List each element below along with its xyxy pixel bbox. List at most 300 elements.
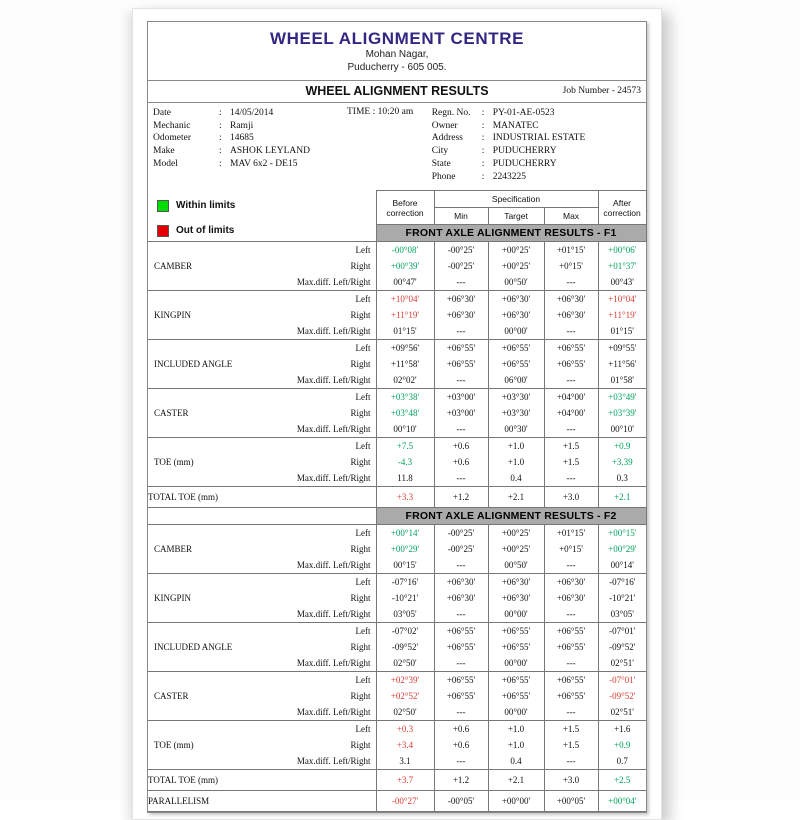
value-cell: 00°30' (488, 421, 544, 438)
value-cell: +10°04' (376, 291, 434, 308)
table-row (148, 274, 646, 291)
row-label (148, 408, 376, 418)
value-cell: --- (544, 704, 598, 721)
value-cell: -09°52' (598, 688, 646, 704)
value-cell: +2.5 (598, 770, 646, 791)
value-cell: 00°47' (376, 274, 434, 291)
row-label (148, 560, 376, 570)
row-label-cell (148, 307, 376, 323)
banner-spacer (148, 508, 376, 525)
sub-row-label: Max.diff. Left/Right (296, 277, 371, 288)
row-label (148, 593, 376, 603)
value-cell: 00°00' (488, 655, 544, 672)
value-cell: 01°58' (598, 372, 646, 389)
info-row (432, 107, 642, 120)
table-row (148, 323, 646, 340)
sub-row-label: Right (350, 740, 371, 751)
row-label-cell (148, 372, 376, 389)
column-header-after: After correction (598, 191, 646, 225)
row-label-cell (148, 753, 376, 770)
report-page (132, 8, 662, 820)
total-row-label: TOTAL TOE (mm) (148, 770, 376, 791)
value-cell: +03°38' (376, 389, 434, 406)
value-cell: 03°05' (376, 606, 434, 623)
info-colon: : (481, 120, 485, 131)
value-cell: 00°10' (376, 421, 434, 438)
row-label-cell (148, 672, 376, 689)
row-label-cell (148, 590, 376, 606)
value-cell: +1.0 (488, 721, 544, 738)
total-row (148, 770, 646, 791)
sub-row-label: Max.diff. Left/Right (296, 560, 371, 571)
value-cell: 11.8 (376, 470, 434, 487)
value-cell: -07°01' (598, 672, 646, 689)
value-cell: 01°15' (376, 323, 434, 340)
sub-row-label: Left (355, 245, 371, 256)
table-row (148, 688, 646, 704)
value-cell: 02°51' (598, 704, 646, 721)
row-label (148, 473, 376, 483)
value-cell: +0.6 (434, 454, 488, 470)
sub-row-label: Max.diff. Left/Right (296, 326, 371, 337)
value-cell: +06°30' (434, 307, 488, 323)
row-label-cell (148, 323, 376, 340)
value-cell: +04°00' (544, 389, 598, 406)
value-cell: --- (544, 606, 598, 623)
row-label (148, 642, 376, 652)
parameter-name: TOE (mm) (154, 740, 194, 751)
alignment-results-table (148, 190, 647, 812)
table-row (148, 340, 646, 357)
value-cell: +1.0 (488, 454, 544, 470)
info-row (432, 120, 642, 133)
row-label-cell (148, 242, 376, 259)
value-cell: +06°55' (544, 356, 598, 372)
row-label (148, 544, 376, 554)
row-label-cell (148, 454, 376, 470)
job-number: Job Number - 24573 (562, 85, 641, 96)
report-frame (147, 21, 647, 813)
row-label-cell (148, 258, 376, 274)
section-banner-row (148, 508, 646, 525)
parameter-name: TOE (mm) (154, 457, 194, 468)
value-cell: 02°02' (376, 372, 434, 389)
parameter-name: CAMBER (154, 544, 193, 555)
total-row-label: TOTAL TOE (mm) (148, 487, 376, 508)
value-cell: 06°00' (488, 372, 544, 389)
value-cell: +04°00' (544, 405, 598, 421)
value-cell: -00°25' (434, 242, 488, 259)
value-cell: 00°43' (598, 274, 646, 291)
row-label (148, 691, 376, 701)
info-value: PUDUCHERRY (492, 159, 557, 170)
value-cell: --- (544, 470, 598, 487)
row-label (148, 675, 376, 685)
value-cell: +06°55' (488, 672, 544, 689)
info-label: Mechanic (153, 120, 191, 131)
info-row (153, 132, 432, 145)
sub-row-label: Right (350, 593, 371, 604)
sub-row-label: Max.diff. Left/Right (296, 609, 371, 620)
value-cell: --- (544, 323, 598, 340)
info-row (432, 158, 642, 171)
row-label-cell (148, 405, 376, 421)
table-row (148, 672, 646, 689)
column-header-specification: Specification (434, 191, 598, 208)
value-cell: +11°19' (598, 307, 646, 323)
table-row (148, 405, 646, 421)
value-cell: +1.2 (434, 770, 488, 791)
value-cell: +06°55' (488, 340, 544, 357)
table-row (148, 389, 646, 406)
address-line-2: Puducherry - 605 005. (347, 61, 447, 73)
value-cell: 00°00' (488, 606, 544, 623)
value-cell: +03°00' (434, 405, 488, 421)
value-cell: +03°49' (598, 389, 646, 406)
value-cell: -00°05' (434, 791, 488, 812)
table-row (148, 291, 646, 308)
value-cell: +2.1 (488, 770, 544, 791)
value-cell: +09°56' (376, 340, 434, 357)
info-row (432, 145, 642, 158)
info-row (153, 120, 432, 133)
value-cell: +06°30' (544, 574, 598, 591)
sub-row-label: Left (355, 626, 371, 637)
parameter-name: KINGPIN (154, 593, 191, 604)
value-cell: 00°10' (598, 421, 646, 438)
value-cell: -00°25' (434, 258, 488, 274)
legend-out-of-limits (157, 225, 376, 237)
table-row (148, 737, 646, 753)
table-row (148, 454, 646, 470)
info-value: 2243225 (492, 172, 526, 183)
value-cell: 00°50' (488, 274, 544, 291)
info-colon: : (219, 133, 222, 144)
row-label (148, 343, 376, 353)
results-title: WHEEL ALIGNMENT RESULTS (305, 83, 489, 98)
value-cell: 02°50' (376, 655, 434, 672)
info-colon: : (481, 146, 485, 157)
sub-row-label: Max.diff. Left/Right (296, 658, 371, 669)
sub-row-label: Right (350, 310, 371, 321)
info-label: Date (153, 107, 171, 118)
out-of-limits-swatch-icon (157, 225, 169, 237)
value-cell: 00°15' (376, 557, 434, 574)
value-cell: --- (434, 606, 488, 623)
sub-row-label: Left (355, 528, 371, 539)
column-header-max: Max (544, 208, 598, 225)
value-cell: -07°02' (376, 623, 434, 640)
value-cell: 0.4 (488, 470, 544, 487)
column-header-before: Before correction (376, 191, 434, 225)
value-cell: --- (544, 274, 598, 291)
value-cell: +02°52' (376, 688, 434, 704)
table-row (148, 606, 646, 623)
row-label (148, 424, 376, 434)
value-cell: -09°52' (376, 639, 434, 655)
row-label (148, 707, 376, 717)
sub-row-label: Right (350, 544, 371, 555)
value-cell: +06°55' (434, 340, 488, 357)
value-cell: +2.1 (598, 487, 646, 508)
row-label (148, 261, 376, 271)
row-label-cell (148, 737, 376, 753)
value-cell: +00°25' (488, 525, 544, 542)
vehicle-info-block (148, 103, 646, 190)
value-cell: 02°50' (376, 704, 434, 721)
value-cell: +10°04' (598, 291, 646, 308)
value-cell: +01°15' (544, 525, 598, 542)
value-cell: --- (434, 274, 488, 291)
value-cell: +3.3 (376, 487, 434, 508)
value-cell: +0°15' (544, 541, 598, 557)
row-label (148, 375, 376, 385)
row-label (148, 528, 376, 538)
within-limits-label: Within limits (176, 200, 236, 212)
table-row (148, 704, 646, 721)
info-value: INDUSTRIAL ESTATE (492, 133, 586, 144)
value-cell: +11°19' (376, 307, 434, 323)
document-header (148, 22, 646, 80)
info-colon: : (481, 159, 485, 170)
value-cell: +06°55' (488, 356, 544, 372)
value-cell: --- (544, 655, 598, 672)
legend-within-limits (157, 200, 376, 212)
value-cell: -07°01' (598, 623, 646, 640)
value-cell: +06°55' (434, 356, 488, 372)
row-label (148, 359, 376, 369)
value-cell: 0.7 (598, 753, 646, 770)
value-cell: +06°30' (488, 291, 544, 308)
row-label (148, 294, 376, 304)
row-label-cell (148, 688, 376, 704)
sub-row-label: Max.diff. Left/Right (296, 707, 371, 718)
value-cell: +3.0 (544, 487, 598, 508)
row-label (148, 756, 376, 766)
value-cell: --- (544, 421, 598, 438)
info-label: Model (153, 159, 178, 170)
row-label (148, 441, 376, 451)
sub-row-label: Max.diff. Left/Right (296, 375, 371, 386)
row-label-cell (148, 438, 376, 455)
table-row (148, 307, 646, 323)
row-label-cell (148, 421, 376, 438)
value-cell: +1.2 (434, 487, 488, 508)
value-cell: --- (434, 421, 488, 438)
value-cell: 02°51' (598, 655, 646, 672)
sub-row-label: Right (350, 691, 371, 702)
value-cell: +06°55' (488, 639, 544, 655)
value-cell: --- (434, 470, 488, 487)
info-value: 14685 (230, 133, 254, 144)
row-label (148, 577, 376, 587)
value-cell: +06°55' (544, 639, 598, 655)
row-label (148, 310, 376, 320)
table-row (148, 470, 646, 487)
value-cell: -4.3 (376, 454, 434, 470)
legend-cell (148, 191, 376, 242)
value-cell: +06°30' (544, 590, 598, 606)
value-cell: +00°25' (488, 258, 544, 274)
address-line-1: Mohan Nagar, (365, 49, 429, 60)
value-cell: --- (544, 372, 598, 389)
parameter-name: INCLUDED ANGLE (154, 359, 233, 370)
table-row (148, 639, 646, 655)
sub-row-label: Left (355, 724, 371, 735)
table-row (148, 574, 646, 591)
parameter-name: CASTER (154, 691, 189, 702)
value-cell: --- (434, 557, 488, 574)
value-cell: +1.5 (544, 454, 598, 470)
value-cell: +06°30' (544, 291, 598, 308)
value-cell: 01°15' (598, 323, 646, 340)
info-row (153, 158, 432, 171)
value-cell: +06°30' (544, 307, 598, 323)
section-banner-f1: FRONT AXLE ALIGNMENT RESULTS - F1 (376, 225, 646, 242)
row-label (148, 724, 376, 734)
sub-row-label: Right (350, 408, 371, 419)
total-row (148, 791, 646, 812)
value-cell: -09°52' (598, 639, 646, 655)
value-cell: -07°16' (376, 574, 434, 591)
value-cell: +3.4 (376, 737, 434, 753)
value-cell: +00°25' (488, 541, 544, 557)
value-cell: 03°05' (598, 606, 646, 623)
value-cell: +00°00' (488, 791, 544, 812)
info-colon: : (219, 120, 222, 131)
value-cell: +06°30' (434, 590, 488, 606)
table-row (148, 753, 646, 770)
value-cell: +00°05' (544, 791, 598, 812)
info-value: MAV 6x2 - DE15 (230, 159, 298, 170)
value-cell: +00°29' (598, 541, 646, 557)
value-cell: 00°50' (488, 557, 544, 574)
value-cell: --- (434, 753, 488, 770)
info-value: Ramji (230, 120, 254, 131)
sub-row-label: Right (350, 359, 371, 370)
info-row (432, 171, 642, 184)
row-label-cell (148, 721, 376, 738)
table-row (148, 525, 646, 542)
value-cell: +1.6 (598, 721, 646, 738)
row-label (148, 277, 376, 287)
value-cell: 0.4 (488, 753, 544, 770)
info-label: Address (431, 133, 463, 144)
table-row (148, 541, 646, 557)
parameter-name: CAMBER (154, 261, 193, 272)
value-cell: 0.3 (598, 470, 646, 487)
value-cell: +00°29' (376, 541, 434, 557)
sub-row-label: Max.diff. Left/Right (296, 424, 371, 435)
value-cell: +06°55' (488, 623, 544, 640)
value-cell: +0.6 (434, 721, 488, 738)
value-cell: 00°00' (488, 323, 544, 340)
info-label: Make (153, 146, 175, 157)
row-label (148, 609, 376, 619)
row-label-cell (148, 291, 376, 308)
value-cell: -00°25' (434, 525, 488, 542)
value-cell: +0.3 (376, 721, 434, 738)
value-cell: 3.1 (376, 753, 434, 770)
value-cell: --- (544, 557, 598, 574)
value-cell: +00°15' (598, 525, 646, 542)
row-label (148, 740, 376, 750)
table-row (148, 557, 646, 574)
value-cell: +3.39 (598, 454, 646, 470)
value-cell: +06°55' (434, 672, 488, 689)
table-row (148, 623, 646, 640)
sub-row-label: Right (350, 457, 371, 468)
value-cell: +1.5 (544, 438, 598, 455)
sub-row-label: Left (355, 343, 371, 354)
value-cell: -07°16' (598, 574, 646, 591)
value-cell: +00°39' (376, 258, 434, 274)
sub-row-label: Left (355, 294, 371, 305)
value-cell: +0°15' (544, 258, 598, 274)
value-cell: +1.5 (544, 721, 598, 738)
value-cell: +7.5 (376, 438, 434, 455)
info-label: City (431, 146, 449, 157)
row-label-cell (148, 356, 376, 372)
value-cell: +11°56' (598, 356, 646, 372)
value-cell: +09°55' (598, 340, 646, 357)
row-label-cell (148, 606, 376, 623)
sub-row-label: Left (355, 675, 371, 686)
row-label (148, 626, 376, 636)
info-value: ASHOK LEYLAND (230, 146, 310, 157)
value-cell: +01°37' (598, 258, 646, 274)
value-cell: +06°30' (488, 574, 544, 591)
row-label (148, 245, 376, 255)
value-cell: +06°55' (544, 672, 598, 689)
table-row (148, 421, 646, 438)
info-label: Odometer (153, 133, 191, 144)
row-label-cell (148, 340, 376, 357)
centre-name: WHEEL ALIGNMENT CENTRE (269, 29, 525, 48)
value-cell: --- (434, 704, 488, 721)
value-cell: 00°00' (488, 704, 544, 721)
within-limits-swatch-icon (157, 200, 169, 212)
value-cell: +06°55' (488, 688, 544, 704)
out-of-limits-label: Out of limits (176, 225, 235, 237)
info-value: PY-01-AE-0523 (492, 107, 555, 118)
value-cell: +06°30' (488, 590, 544, 606)
value-cell: +3.0 (544, 770, 598, 791)
time-value: TIME : 10:20 am (347, 106, 414, 117)
table-row (148, 590, 646, 606)
vehicle-info-left-column (153, 107, 432, 184)
value-cell: +0.6 (434, 438, 488, 455)
value-cell: -00°27' (376, 791, 434, 812)
sub-row-label: Left (355, 441, 371, 452)
value-cell: +06°55' (544, 623, 598, 640)
info-colon: : (219, 146, 222, 157)
value-cell: +00°25' (488, 242, 544, 259)
info-colon: : (481, 133, 485, 144)
info-value: MANATEC (492, 120, 539, 131)
value-cell: --- (434, 655, 488, 672)
column-header-target: Target (488, 208, 544, 225)
value-cell: +01°15' (544, 242, 598, 259)
row-label-cell (148, 655, 376, 672)
row-label (148, 326, 376, 336)
row-label-cell (148, 574, 376, 591)
value-cell: +02°39' (376, 672, 434, 689)
info-colon: : (481, 172, 485, 183)
value-cell: +03°48' (376, 405, 434, 421)
value-cell: +1.0 (488, 737, 544, 753)
table-row (148, 655, 646, 672)
